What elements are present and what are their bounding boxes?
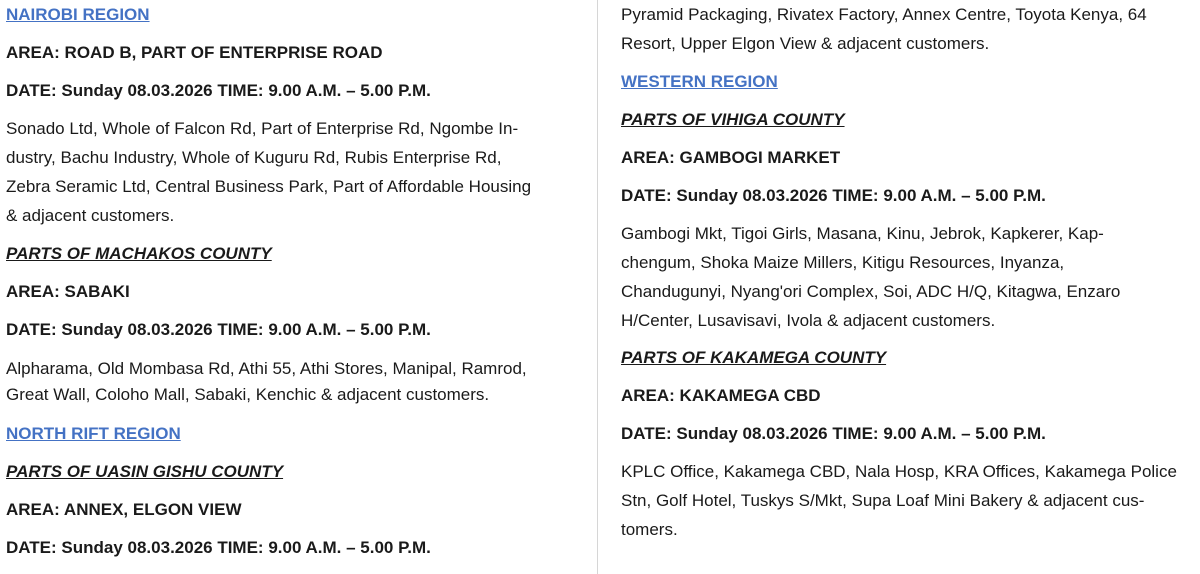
column-divider xyxy=(597,0,598,574)
county-heading: PARTS OF UASIN GISHU COUNTY xyxy=(6,462,284,481)
body-text-line: chengum, Shoka Maize Millers, Kitigu Resources, Inyanza, xyxy=(621,253,1065,272)
county-heading: PARTS OF VIHIGA COUNTY xyxy=(621,110,845,129)
area-line: AREA: ANNEX, ELGON VIEW xyxy=(6,500,242,519)
area-line: AREA: SABAKI xyxy=(6,282,130,301)
body-text-line: Pyramid Packaging, Rivatex Factory, Annex Centre, Toyota Kenya, 64 xyxy=(621,5,1147,24)
county-heading: PARTS OF KAKAMEGA COUNTY xyxy=(621,348,887,367)
date-line: DATE: Sunday 08.03.2026 TIME: 9.00 A.M. – 5.00 P.M. xyxy=(6,538,431,557)
body-text-line: KPLC Office, Kakamega CBD, Nala Hosp, KRA Offices, Kakamega Police xyxy=(621,462,1177,481)
area-line: AREA: KAKAMEGA CBD xyxy=(621,386,821,405)
date-line: DATE: Sunday 08.03.2026 TIME: 9.00 A.M. – 5.00 P.M. xyxy=(621,186,1046,205)
area-line: AREA: GAMBOGI MARKET xyxy=(621,148,841,167)
body-text-line: Stn, Golf Hotel, Tuskys S/Mkt, Supa Loaf Mini Bakery & adjacent cus- xyxy=(621,491,1145,510)
date-line: DATE: Sunday 08.03.2026 TIME: 9.00 A.M. – 5.00 P.M. xyxy=(621,424,1046,443)
body-text-line: Sonado Ltd, Whole of Falcon Rd, Part of Enterprise Rd, Ngombe In- xyxy=(6,119,519,138)
date-line: DATE: Sunday 08.03.2026 TIME: 9.00 A.M. – 5.00 P.M. xyxy=(6,81,431,100)
date-line: DATE: Sunday 08.03.2026 TIME: 9.00 A.M. – 5.00 P.M. xyxy=(6,320,431,339)
body-text-line: tomers. xyxy=(621,520,678,539)
body-text-line: Zebra Seramic Ltd, Central Business Park, Part of Affordable Housing xyxy=(6,177,532,196)
region-heading: NAIROBI REGION xyxy=(6,5,150,24)
body-text-line: dustry, Bachu Industry, Whole of Kuguru Rd, Rubis Enterprise Rd, xyxy=(6,148,502,167)
region-heading: WESTERN REGION xyxy=(621,72,778,91)
body-text-line: & adjacent customers. xyxy=(6,206,175,225)
body-text-line: Resort, Upper Elgon View & adjacent customers. xyxy=(621,34,990,53)
right-column xyxy=(621,0,1193,574)
body-text-line: Great Wall, Coloho Mall, Sabaki, Kenchic & adjacent customers. xyxy=(6,385,490,404)
region-heading: NORTH RIFT REGION xyxy=(6,424,181,443)
area-line: AREA: ROAD B, PART OF ENTERPRISE ROAD xyxy=(6,43,383,62)
body-text-line: Alpharama, Old Mombasa Rd, Athi 55, Athi Stores, Manipal, Ramrod, xyxy=(6,359,527,378)
left-column xyxy=(6,0,590,574)
county-heading: PARTS OF MACHAKOS COUNTY xyxy=(6,244,272,263)
body-text-line: H/Center, Lusavisavi, Ivola & adjacent customers. xyxy=(621,311,996,330)
body-text-line: Gambogi Mkt, Tigoi Girls, Masana, Kinu, Jebrok, Kapkerer, Kap- xyxy=(621,224,1104,243)
body-text-line: Chandugunyi, Nyang'ori Complex, Soi, ADC H/Q, Kitagwa, Enzaro xyxy=(621,282,1121,301)
